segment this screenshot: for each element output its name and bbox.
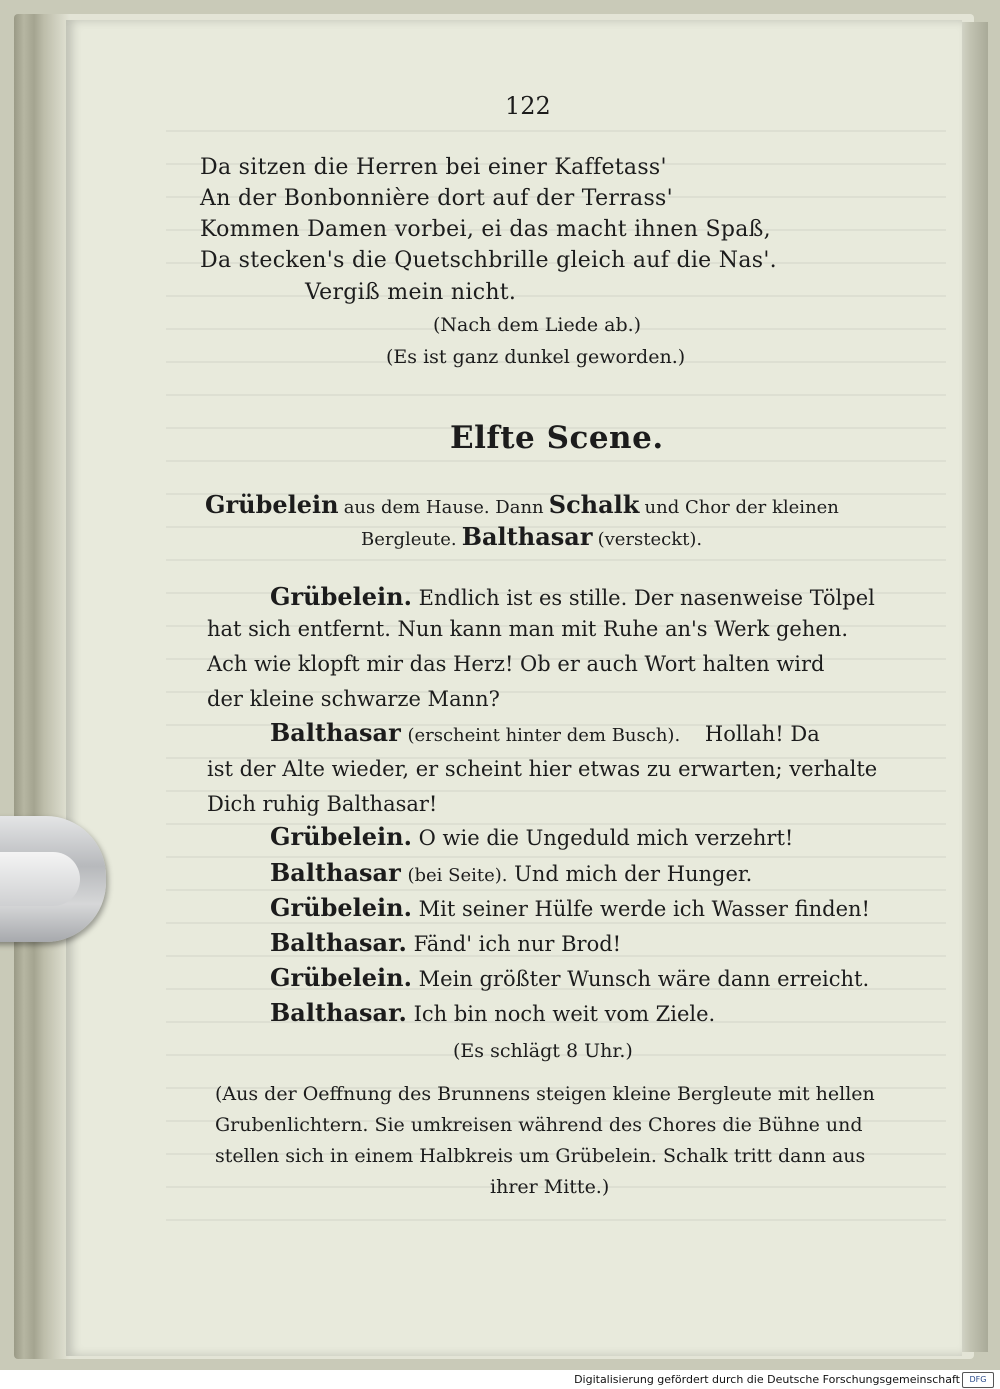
cast-text-2: und Chor der kleinen: [644, 497, 839, 518]
scene-title: Elfte Scene.: [450, 420, 664, 456]
cast-text-1: aus dem Hause. Dann: [343, 497, 544, 518]
dialogue-text: Und mich der Hunger.: [514, 862, 753, 886]
verse-line-3: Kommen Damen vorbei, ei das macht ihnen Spaß,: [200, 217, 771, 242]
dialogue-line: Ach wie klopft mir das Herz! Ob er auch Wort halten wird: [207, 652, 825, 676]
refrain-line: Vergiß mein nicht.: [305, 280, 517, 305]
verse-line-4: Da stecken's die Quetschbrille gleich auf die Nas'.: [200, 248, 777, 273]
stage-direction-line-4: ihrer Mitte.): [490, 1176, 610, 1198]
stage-direction-dark: (Es ist ganz dunkel geworden.): [386, 346, 686, 368]
speaker-name: Grübelein.: [270, 822, 412, 851]
dialogue-line: [270, 893, 870, 922]
stage-direction: (erscheint hinter dem Busch).: [407, 725, 681, 746]
verse-line-1: Da sitzen die Herren bei einer Kaffetass': [200, 155, 667, 180]
cast-name-schalk: Schalk: [548, 490, 640, 519]
speaker-name: Grübelein.: [270, 582, 412, 611]
stage-direction-line-1: (Aus der Oeffnung des Brunnens steigen kleine Bergleute mit hellen: [215, 1083, 875, 1105]
cast-line-1: [205, 490, 839, 519]
dialogue-text: Ich bin noch weit vom Ziele.: [413, 1002, 716, 1026]
dialogue-line: [270, 582, 875, 611]
speaker-name: Balthasar.: [270, 928, 407, 957]
stage-direction: (bei Seite).: [407, 865, 508, 886]
speaker-name: Balthasar.: [270, 998, 407, 1027]
dialogue-line: [270, 858, 752, 887]
cast-text-3: Bergleute.: [361, 529, 457, 550]
dialogue-line: [270, 998, 715, 1027]
dialogue-line: [270, 822, 793, 851]
cast-name-balthasar: Balthasar: [461, 522, 593, 551]
dialogue-text: Mein größter Wunsch wäre dann erreicht.: [418, 967, 870, 991]
dialogue-line: [270, 718, 820, 747]
speaker-name: Grübelein.: [270, 893, 412, 922]
dialogue-line: [270, 928, 621, 957]
dialogue-text: O wie die Ungeduld mich verzehrt!: [418, 826, 794, 850]
stage-direction-clock: (Es schlägt 8 Uhr.): [453, 1040, 633, 1062]
dialogue-line: [270, 963, 869, 992]
funding-notice: Digitalisierung gefördert durch die Deutsche Forschungsgemeinschaft: [574, 1373, 960, 1386]
show-through-text: [166, 130, 946, 1230]
stage-direction-exit: (Nach dem Liede ab.): [433, 314, 642, 336]
dialogue-line: hat sich entfernt. Nun kann man mit Ruhe an's Werk gehen.: [207, 617, 849, 641]
dialogue-text: Fänd' ich nur Brod!: [413, 932, 622, 956]
cast-name-gruebelein: Grübelein: [205, 490, 339, 519]
cast-line-2: [361, 522, 702, 551]
speaker-name: Balthasar: [270, 858, 401, 887]
dialogue-line: Dich ruhig Balthasar!: [207, 792, 438, 816]
dialogue-line: der kleine schwarze Mann?: [207, 687, 500, 711]
stage-direction-line-3: stellen sich in einem Halbkreis um Grübelein. Schalk tritt dann aus: [215, 1145, 866, 1167]
verse-line-2: An der Bonbonnière dort auf der Terrass': [200, 186, 673, 211]
dialogue-text: Hollah! Da: [704, 722, 820, 746]
book-right-edge: [958, 22, 988, 1352]
dialogue-text: Mit seiner Hülfe werde ich Wasser finden!: [418, 897, 870, 921]
dialogue-text: Endlich ist es stille. Der nasenweise Tölpel: [418, 586, 875, 610]
cast-text-4: (versteckt).: [597, 529, 703, 550]
speaker-name: Grübelein.: [270, 963, 412, 992]
stage-direction-line-2: Grubenlichtern. Sie umkreisen während des Chores die Bühne und: [215, 1114, 863, 1136]
page-number: 122: [505, 92, 551, 120]
speaker-name: Balthasar: [270, 718, 401, 747]
dialogue-line: ist der Alte wieder, er scheint hier etwas zu erwarten; verhalte: [207, 757, 878, 781]
dfg-logo-icon: DFG: [962, 1372, 994, 1388]
